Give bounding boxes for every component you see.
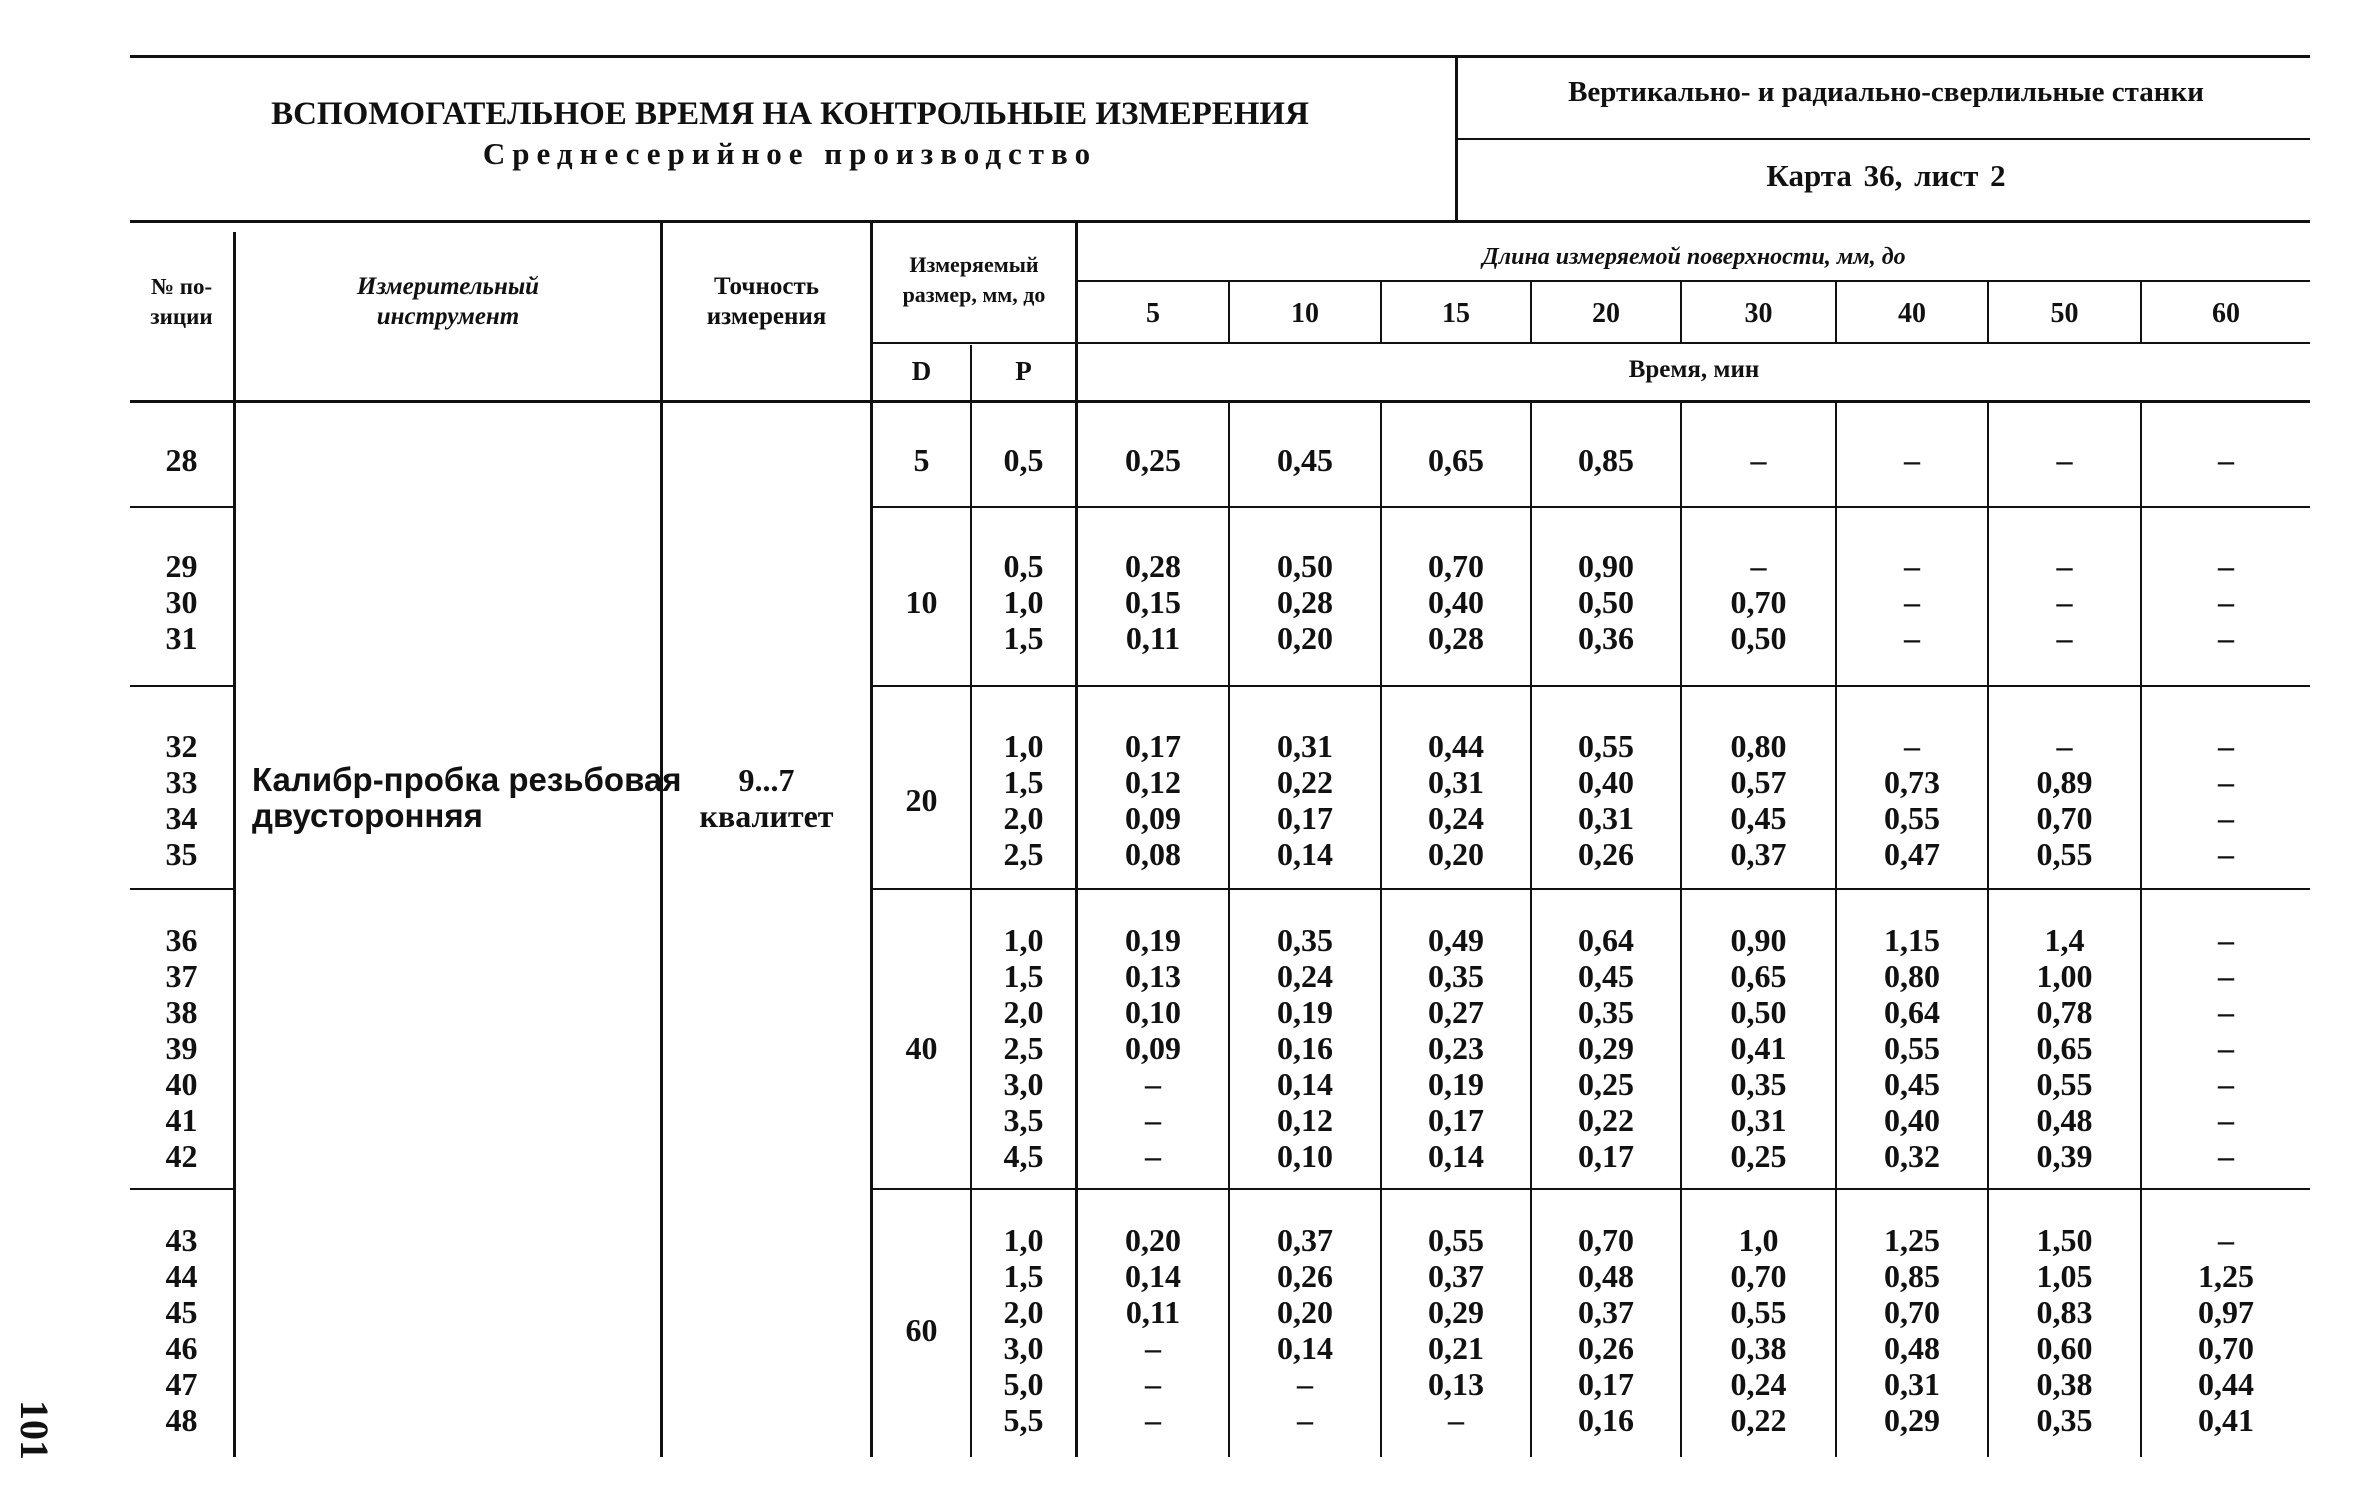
time-cell: 0,50: [1730, 994, 1787, 1030]
time-cell: 0,45: [1730, 800, 1787, 836]
time-cell: 0,73: [1884, 764, 1940, 800]
time-cell: –: [1145, 1366, 1161, 1402]
time-cell: 0,49: [1428, 922, 1484, 958]
time-cell: 0,35: [1428, 958, 1484, 994]
time-cell: 0,36: [1578, 620, 1634, 656]
measured-size-d: 60: [905, 1312, 938, 1348]
col-position-header: № по- зиции: [150, 274, 213, 329]
position-number: 40: [165, 1066, 198, 1102]
time-cell: 0,70: [1428, 548, 1484, 584]
time-cell: 0,29: [1578, 1030, 1634, 1066]
time-cell: 0,85: [1884, 1258, 1940, 1294]
position-number: 31: [165, 620, 198, 656]
time-cell: 1,25: [2198, 1258, 2254, 1294]
time-cell: 0,40: [1884, 1102, 1940, 1138]
time-cell: –: [2056, 584, 2073, 620]
time-cell: 0,38: [1730, 1330, 1787, 1366]
time-cell: 0,14: [1428, 1138, 1484, 1174]
time-cell: 0,70: [2036, 800, 2093, 836]
pitch-p: 2,0: [1003, 1294, 1044, 1330]
group-rule-3: [130, 888, 233, 890]
time-cell: –: [2218, 442, 2234, 478]
position-number: 47: [165, 1366, 198, 1402]
time-cell: 0,24: [1277, 958, 1333, 994]
time-cell: 0,48: [1578, 1258, 1634, 1294]
time-cell: 0,85: [1578, 442, 1634, 478]
time-cell: 0,27: [1428, 994, 1484, 1030]
time-cell: 0,31: [1578, 800, 1634, 836]
length-15: 15: [1442, 298, 1470, 329]
time-cell: 0,41: [2198, 1402, 2254, 1438]
time-cell: –: [1750, 548, 1767, 584]
time-cell: 0,29: [1884, 1402, 1940, 1438]
time-cell: 0,22: [1277, 764, 1333, 800]
time-cell: –: [2218, 728, 2234, 764]
position-number: 48: [165, 1402, 198, 1438]
time-cell: 0,19: [1125, 922, 1181, 958]
header-bottom-rule: [130, 220, 2310, 223]
pitch-p: 1,0: [1003, 1222, 1044, 1258]
time-cell: 0,90: [1730, 922, 1787, 958]
time-cell: 0,55: [2036, 1066, 2093, 1102]
time-cell: 0,17: [1125, 728, 1181, 764]
position-number: 38: [165, 994, 198, 1030]
time-cell: 1,50: [2036, 1222, 2093, 1258]
time-cell: 0,40: [1428, 584, 1484, 620]
time-cell: –: [1297, 1402, 1313, 1438]
time-cell: 0,28: [1125, 548, 1181, 584]
time-cell: 0,55: [1884, 800, 1940, 836]
time-cell: 0,16: [1277, 1030, 1333, 1066]
measured-size-d: 10: [905, 584, 938, 620]
time-cell: 0,55: [2036, 836, 2093, 872]
time-cell: 0,14: [1277, 836, 1333, 872]
time-cell: –: [2218, 764, 2234, 800]
time-cell: –: [2218, 1102, 2234, 1138]
time-cell: 0,17: [1578, 1138, 1634, 1174]
pitch-p: 2,0: [1003, 994, 1044, 1030]
length-30: 30: [1744, 298, 1773, 329]
time-cell: 0,26: [1277, 1258, 1333, 1294]
time-cell: 0,38: [2036, 1366, 2093, 1402]
col-p-header: P: [1015, 356, 1032, 386]
length-20: 20: [1592, 298, 1620, 329]
time-cell: 0,78: [2036, 994, 2093, 1030]
position-number: 35: [165, 836, 198, 872]
time-cell: 0,44: [1428, 728, 1484, 764]
time-cell: 0,23: [1428, 1030, 1484, 1066]
time-cell: 0,80: [1884, 958, 1940, 994]
group-rule-2: [130, 685, 233, 687]
time-cell: –: [2218, 1030, 2234, 1066]
header-bottom-rule-2: [130, 400, 2310, 403]
time-cell: 0,60: [2036, 1330, 2093, 1366]
instrument-name: Калибр-пробка резьбовая двусторонняя: [252, 761, 682, 834]
col-d-header: D: [911, 356, 932, 386]
time-cell: 0,26: [1578, 1330, 1634, 1366]
header-right-rule: [1455, 138, 2310, 140]
time-cell: 0,90: [1578, 548, 1634, 584]
time-cell: 0,48: [1884, 1330, 1940, 1366]
time-cell: 0,10: [1125, 994, 1181, 1030]
time-cell: 0,39: [2036, 1138, 2093, 1174]
length-values-rule: [870, 342, 2310, 344]
time-cell: 0,32: [1884, 1138, 1940, 1174]
time-cell: 0,21: [1428, 1330, 1484, 1366]
top-rule: [130, 55, 2310, 58]
time-cell: –: [2218, 994, 2234, 1030]
position-number: 45: [165, 1294, 198, 1330]
measured-size-d: 5: [913, 442, 930, 478]
pitch-p: 1,5: [1003, 958, 1044, 994]
time-cell: 1,0: [1738, 1222, 1779, 1258]
page-subtitle: Среднесерийное производство: [482, 136, 1098, 171]
pitch-p: 1,5: [1003, 620, 1044, 656]
length-header: Длина измеряемой поверхности, мм, до: [1482, 244, 1906, 270]
time-cell: –: [1145, 1402, 1161, 1438]
time-cell: 0,35: [2036, 1402, 2093, 1438]
pitch-p: 1,0: [1003, 728, 1044, 764]
time-cell: 0,55: [1428, 1222, 1484, 1258]
position-number: 41: [165, 1102, 198, 1138]
col-accuracy-header: Точность измерения: [706, 273, 827, 330]
time-cell: 0,22: [1578, 1102, 1634, 1138]
time-cell: –: [2218, 548, 2234, 584]
time-cell: –: [1904, 620, 1920, 656]
time-cell: 0,17: [1277, 800, 1333, 836]
time-cell: 0,70: [1730, 1258, 1787, 1294]
length-5: 5: [1146, 298, 1160, 329]
measured-size-d: 20: [905, 782, 938, 818]
time-cell: 1,15: [1884, 922, 1940, 958]
time-cell: 0,37: [1277, 1222, 1333, 1258]
time-cell: 0,24: [1428, 800, 1484, 836]
position-number: 28: [165, 442, 198, 478]
time-cell: 0,17: [1578, 1366, 1634, 1402]
pitch-p: 3,0: [1003, 1330, 1044, 1366]
time-cell: –: [2218, 922, 2234, 958]
machine-type: Вертикально- и радиально-сверлильные станки: [1568, 76, 2204, 108]
position-number: 30: [165, 584, 198, 620]
time-cell: 0,65: [1730, 958, 1787, 994]
pitch-p: 0,5: [1003, 442, 1044, 478]
position-number: 34: [165, 800, 198, 836]
measured-size-d: 40: [905, 1030, 938, 1066]
pitch-p: 2,5: [1003, 1030, 1044, 1066]
time-cell: 0,13: [1125, 958, 1181, 994]
time-cell: 0,31: [1730, 1102, 1787, 1138]
time-cell: –: [2218, 836, 2234, 872]
time-cell: –: [2218, 620, 2234, 656]
time-cell: 0,55: [1578, 728, 1634, 764]
time-cell: 0,22: [1730, 1402, 1787, 1438]
time-cell: –: [1904, 442, 1920, 478]
time-cell: 0,37: [1578, 1294, 1634, 1330]
time-cell: 0,40: [1578, 764, 1634, 800]
time-cell: 0,55: [1730, 1294, 1787, 1330]
time-cell: 0,20: [1428, 836, 1484, 872]
time-cell: 0,65: [2036, 1030, 2093, 1066]
time-cell: 0,12: [1277, 1102, 1333, 1138]
page-number: 101: [12, 1400, 57, 1460]
time-cell: 0,24: [1730, 1366, 1787, 1402]
position-number: 29: [165, 548, 198, 584]
time-cell: 0,11: [1125, 620, 1181, 656]
time-cell: 1,4: [2044, 922, 2085, 958]
time-cell: 0,45: [1277, 442, 1333, 478]
time-cell: –: [2218, 1222, 2234, 1258]
time-cell: 0,20: [1277, 620, 1333, 656]
time-cell: –: [1750, 442, 1767, 478]
time-cell: 0,50: [1730, 620, 1787, 656]
time-cell: –: [2056, 620, 2073, 656]
time-cell: –: [2218, 1138, 2234, 1174]
length-60: 60: [2212, 298, 2240, 329]
time-cell: –: [1904, 548, 1920, 584]
time-cell: 0,35: [1730, 1066, 1787, 1102]
length-40: 40: [1898, 298, 1926, 329]
time-cell: –: [2218, 800, 2234, 836]
time-cell: 0,28: [1428, 620, 1484, 656]
time-cell: 0,64: [1578, 922, 1634, 958]
accuracy-value: 9...7 квалитет: [699, 762, 834, 834]
time-cell: 1,05: [2036, 1258, 2093, 1294]
time-cell: 0,70: [2198, 1330, 2254, 1366]
time-cell: –: [2056, 728, 2073, 764]
time-cell: –: [1145, 1066, 1161, 1102]
time-cell: 0,31: [1428, 764, 1484, 800]
col-line-2: [660, 222, 663, 1457]
group-rule-1: [130, 506, 233, 508]
position-number: 36: [165, 922, 198, 958]
time-cell: –: [2056, 442, 2073, 478]
pitch-p: 1,0: [1003, 584, 1044, 620]
page-title: ВСПОМОГАТЕЛЬНОЕ ВРЕМЯ НА КОНТРОЛЬНЫЕ ИЗМЕРЕНИЯ: [271, 96, 1309, 132]
time-cell: 0,08: [1125, 836, 1181, 872]
position-number: 32: [165, 728, 198, 764]
time-cell: 0,15: [1125, 584, 1181, 620]
time-cell: 0,29: [1428, 1294, 1484, 1330]
time-cell: 0,09: [1125, 1030, 1181, 1066]
time-cell: –: [1904, 584, 1920, 620]
time-cell: 0,70: [1730, 584, 1787, 620]
pitch-p: 4,5: [1003, 1138, 1044, 1174]
time-cell: 0,37: [1730, 836, 1787, 872]
time-cell: 0,31: [1277, 728, 1333, 764]
time-cell: 0,57: [1730, 764, 1787, 800]
time-header: Время, мин: [1628, 356, 1760, 383]
time-cell: 0,20: [1125, 1222, 1181, 1258]
time-cell: 0,83: [2036, 1294, 2093, 1330]
time-cell: 0,70: [1884, 1294, 1940, 1330]
time-cell: 0,31: [1884, 1366, 1940, 1402]
col-line-3: [870, 222, 873, 1457]
time-cell: 0,89: [2036, 764, 2093, 800]
col-line-1: [233, 232, 236, 1457]
time-cell: 0,35: [1277, 922, 1333, 958]
pitch-p: 1,5: [1003, 764, 1044, 800]
card-number: Карта 36, лист 2: [1766, 158, 2006, 193]
time-cell: 0,11: [1125, 1294, 1181, 1330]
time-cell: 0,19: [1428, 1066, 1484, 1102]
time-cell: 0,17: [1428, 1102, 1484, 1138]
time-cell: –: [1145, 1138, 1161, 1174]
time-cell: 0,47: [1884, 836, 1940, 872]
group-rule-1b: [870, 506, 2310, 508]
time-cell: 0,97: [2198, 1294, 2254, 1330]
time-cell: –: [2218, 1066, 2234, 1102]
time-cell: 0,50: [1277, 548, 1333, 584]
time-cell: 0,35: [1578, 994, 1634, 1030]
pitch-p: 3,5: [1003, 1102, 1044, 1138]
time-cell: 1,00: [2036, 958, 2093, 994]
pitch-p: 3,0: [1003, 1066, 1044, 1102]
time-cell: 0,09: [1125, 800, 1181, 836]
time-cell: 0,14: [1277, 1066, 1333, 1102]
time-cell: 0,65: [1428, 442, 1484, 478]
pitch-p: 5,5: [1003, 1402, 1044, 1438]
position-number: 42: [165, 1138, 198, 1174]
time-cell: 0,25: [1730, 1138, 1787, 1174]
time-cell: –: [1145, 1330, 1161, 1366]
pitch-p: 1,0: [1003, 922, 1044, 958]
time-cell: –: [2218, 958, 2234, 994]
time-cell: 0,13: [1428, 1366, 1484, 1402]
time-cell: 0,64: [1884, 994, 1940, 1030]
position-number: 33: [165, 764, 198, 800]
time-cell: 0,45: [1578, 958, 1634, 994]
time-cell: –: [1448, 1402, 1464, 1438]
time-cell: 0,10: [1277, 1138, 1333, 1174]
time-cell: 0,14: [1125, 1258, 1181, 1294]
time-cell: 0,14: [1277, 1330, 1333, 1366]
pitch-p: 5,0: [1003, 1366, 1044, 1402]
time-cell: 0,25: [1125, 442, 1181, 478]
position-number: 44: [165, 1258, 198, 1294]
time-cell: –: [1297, 1366, 1313, 1402]
pitch-p: 0,5: [1003, 548, 1044, 584]
pitch-p: 2,5: [1003, 836, 1044, 872]
time-cell: 0,48: [2036, 1102, 2093, 1138]
col-instrument-header: Измерительный инструмент: [356, 273, 540, 330]
time-cell: –: [2056, 548, 2073, 584]
col-measured-size-header: Измеряемый размер, мм, до: [902, 252, 1046, 307]
length-header-rule: [1075, 280, 2310, 282]
time-cell: –: [1145, 1102, 1161, 1138]
position-number: 43: [165, 1222, 198, 1258]
time-cell: 0,41: [1730, 1030, 1787, 1066]
time-cell: 0,19: [1277, 994, 1333, 1030]
pitch-p: 1,5: [1003, 1258, 1044, 1294]
time-cell: 0,45: [1884, 1066, 1940, 1102]
group-rule-2b: [870, 685, 2310, 687]
position-number: 46: [165, 1330, 198, 1366]
time-cell: 0,55: [1884, 1030, 1940, 1066]
time-cell: 0,28: [1277, 584, 1333, 620]
time-cell: 0,26: [1578, 836, 1634, 872]
time-cell: 0,70: [1578, 1222, 1634, 1258]
position-number: 37: [165, 958, 198, 994]
time-cell: 0,25: [1578, 1066, 1634, 1102]
time-cell: 0,50: [1578, 584, 1634, 620]
length-50: 50: [2050, 298, 2079, 329]
time-cell: 0,12: [1125, 764, 1181, 800]
pitch-p: 2,0: [1003, 800, 1044, 836]
time-cell: 0,44: [2198, 1366, 2254, 1402]
time-cell: 0,80: [1730, 728, 1787, 764]
time-cell: 1,25: [1884, 1222, 1940, 1258]
time-cell: 0,16: [1578, 1402, 1634, 1438]
time-cell: 0,37: [1428, 1258, 1484, 1294]
time-cell: –: [1904, 728, 1920, 764]
group-rule-3b: [870, 888, 2310, 890]
group-rule-4: [130, 1188, 233, 1190]
group-rule-4b: [870, 1188, 2310, 1190]
position-number: 39: [165, 1030, 198, 1066]
time-cell: 0,20: [1277, 1294, 1333, 1330]
time-cell: –: [2218, 584, 2234, 620]
length-10: 10: [1291, 298, 1319, 329]
